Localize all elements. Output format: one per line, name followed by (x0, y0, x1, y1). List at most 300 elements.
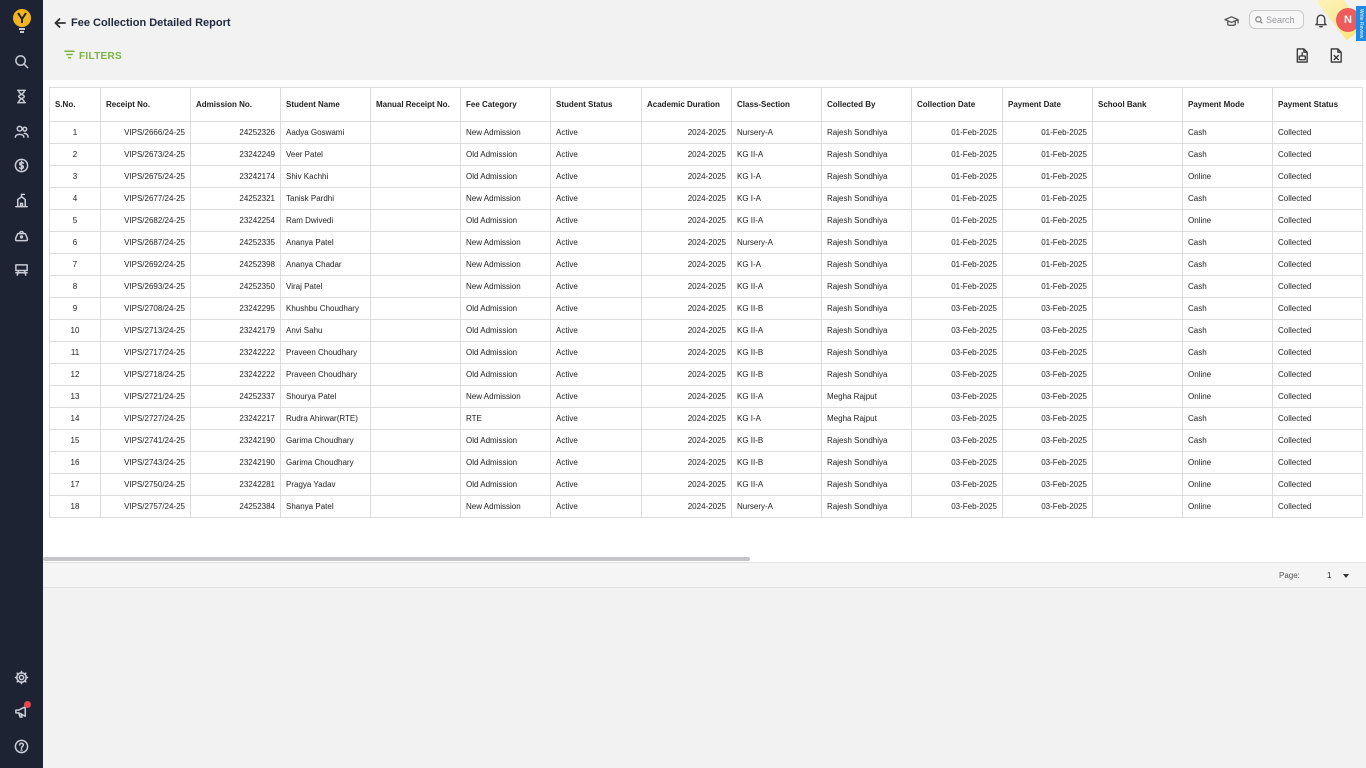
write-review-tab[interactable]: Write Review (1356, 6, 1366, 41)
col-fee-category-cell: Old Admission (461, 210, 551, 232)
col-payment-date-cell: 03-Feb-2025 (1003, 386, 1093, 408)
col-collection-date-cell: 03-Feb-2025 (912, 474, 1003, 496)
col-manual-receipt-no-cell (371, 320, 461, 342)
col-collection-date-cell: 01-Feb-2025 (912, 232, 1003, 254)
col-collected-by-cell: Megha Rajput (822, 386, 912, 408)
col-fee-category-cell: Old Admission (461, 452, 551, 474)
col-payment-status-cell: Collected (1273, 408, 1363, 430)
col-payment-date-cell: 03-Feb-2025 (1003, 452, 1093, 474)
col-payment-status-cell: Collected (1273, 144, 1363, 166)
col-collection-date-cell: 01-Feb-2025 (912, 188, 1003, 210)
table-row[interactable] (50, 496, 1363, 518)
col-receipt-no-cell: VIPS/2692/24-25 (101, 254, 191, 276)
col-academic-duration-cell: 2024-2025 (642, 298, 732, 320)
col-sno-cell: 4 (50, 188, 101, 210)
col-academic-duration-header[interactable]: Academic Duration (642, 88, 732, 122)
export-xls-icon[interactable] (1329, 48, 1343, 63)
table-row[interactable] (50, 122, 1363, 144)
col-fee-category-cell: Old Admission (461, 144, 551, 166)
col-student-status-cell: Active (551, 342, 642, 364)
col-fee-category-cell: Old Admission (461, 320, 551, 342)
col-admission-no-cell: 23242281 (191, 474, 281, 496)
col-manual-receipt-no-header[interactable]: Manual Receipt No. (371, 88, 461, 122)
col-student-name-cell: Aadya Goswami (281, 122, 371, 144)
col-payment-status-cell: Collected (1273, 188, 1363, 210)
col-academic-duration-cell: 2024-2025 (642, 452, 732, 474)
col-collection-date-cell: 01-Feb-2025 (912, 276, 1003, 298)
col-admission-no-cell: 23242217 (191, 408, 281, 430)
col-admission-no-cell: 23242249 (191, 144, 281, 166)
col-student-name-cell: Shiv Kachhi (281, 166, 371, 188)
col-school-bank-cell (1093, 232, 1183, 254)
col-student-status-cell: Active (551, 144, 642, 166)
filters-button[interactable] (64, 49, 122, 63)
col-academic-duration-cell: 2024-2025 (642, 188, 732, 210)
report-grid[interactable] (49, 87, 1366, 549)
avatar[interactable]: N (1336, 8, 1360, 32)
col-academic-duration-cell: 2024-2025 (642, 276, 732, 298)
col-fee-category-cell: New Admission (461, 232, 551, 254)
col-class-section-cell: KG II-A (732, 474, 822, 496)
col-academic-duration-cell: 2024-2025 (642, 144, 732, 166)
col-sno-header[interactable]: S.No. (50, 88, 101, 122)
search-input[interactable] (1266, 15, 1304, 25)
col-school-bank-cell (1093, 496, 1183, 518)
col-student-status-cell: Active (551, 364, 642, 386)
col-class-section-cell: KG II-B (732, 430, 822, 452)
col-academic-duration-cell: 2024-2025 (642, 364, 732, 386)
col-collected-by-cell: Rajesh Sondhiya (822, 254, 912, 276)
col-receipt-no-cell: VIPS/2677/24-25 (101, 188, 191, 210)
col-student-name-cell: Shanya Patel (281, 496, 371, 518)
col-school-bank-cell (1093, 364, 1183, 386)
col-payment-status-cell: Collected (1273, 430, 1363, 452)
col-student-name-cell: Garima Choudhary (281, 452, 371, 474)
col-academic-duration-cell: 2024-2025 (642, 254, 732, 276)
hourglass-icon[interactable] (11, 86, 31, 106)
col-manual-receipt-no-cell (371, 232, 461, 254)
col-student-name-cell: Tanisk Pardhi (281, 188, 371, 210)
col-payment-status-cell: Collected (1273, 364, 1363, 386)
col-school-bank-cell (1093, 342, 1183, 364)
col-payment-mode-cell: Online (1183, 386, 1273, 408)
col-fee-category-cell: Old Admission (461, 364, 551, 386)
col-fee-category-cell: New Admission (461, 254, 551, 276)
notification-badge (24, 701, 31, 708)
table-row[interactable] (50, 452, 1363, 474)
col-academic-duration-cell: 2024-2025 (642, 232, 732, 254)
col-fee-category-cell: Old Admission (461, 474, 551, 496)
horizontal-scrollbar[interactable] (43, 557, 750, 561)
back-arrow-icon[interactable] (53, 16, 67, 30)
col-payment-date-cell: 01-Feb-2025 (1003, 210, 1093, 232)
col-academic-duration-cell: 2024-2025 (642, 342, 732, 364)
col-collection-date-cell: 03-Feb-2025 (912, 342, 1003, 364)
col-payment-status-cell: Collected (1273, 210, 1363, 232)
col-collected-by-cell: Rajesh Sondhiya (822, 210, 912, 232)
col-class-section-cell: KG II-B (732, 298, 822, 320)
col-manual-receipt-no-cell (371, 364, 461, 386)
app-logo[interactable] (9, 6, 34, 36)
col-fee-category-header[interactable]: Fee Category (461, 88, 551, 122)
page-title: Fee Collection Detailed Report (71, 17, 231, 29)
col-payment-date-cell: 01-Feb-2025 (1003, 166, 1093, 188)
table-row[interactable] (50, 144, 1363, 166)
search-icon[interactable] (11, 51, 31, 71)
col-admission-no-cell: 23242190 (191, 452, 281, 474)
col-school-bank-cell (1093, 386, 1183, 408)
col-school-bank-cell (1093, 276, 1183, 298)
table-row[interactable] (50, 408, 1363, 430)
col-collected-by-cell: Rajesh Sondhiya (822, 364, 912, 386)
col-receipt-no-cell: VIPS/2727/24-25 (101, 408, 191, 430)
col-class-section-cell: KG I-A (732, 188, 822, 210)
col-admission-no-cell: 23242190 (191, 430, 281, 452)
col-sno-cell: 7 (50, 254, 101, 276)
col-class-section-cell: KG I-A (732, 408, 822, 430)
col-manual-receipt-no-cell (371, 342, 461, 364)
col-academic-duration-cell: 2024-2025 (642, 408, 732, 430)
col-student-name-cell: Ananya Patel (281, 232, 371, 254)
col-receipt-no-cell: VIPS/2717/24-25 (101, 342, 191, 364)
col-payment-status-cell: Collected (1273, 496, 1363, 518)
col-school-bank-cell (1093, 144, 1183, 166)
col-school-bank-cell (1093, 474, 1183, 496)
col-school-bank-cell (1093, 210, 1183, 232)
col-admission-no-cell: 24252326 (191, 122, 281, 144)
col-fee-category-cell: New Admission (461, 496, 551, 518)
col-receipt-no-cell: VIPS/2718/24-25 (101, 364, 191, 386)
col-payment-date-cell: 03-Feb-2025 (1003, 364, 1093, 386)
col-payment-status-header[interactable]: Payment Status (1273, 88, 1363, 122)
col-receipt-no-cell: VIPS/2682/24-25 (101, 210, 191, 232)
col-sno-cell: 12 (50, 364, 101, 386)
col-academic-duration-cell: 2024-2025 (642, 166, 732, 188)
col-sno-cell: 14 (50, 408, 101, 430)
col-class-section-cell: KG II-A (732, 210, 822, 232)
col-fee-category-cell: New Admission (461, 386, 551, 408)
table-row[interactable] (50, 232, 1363, 254)
col-collection-date-header[interactable]: Collection Date (912, 88, 1003, 122)
table-row[interactable] (50, 474, 1363, 496)
col-student-name-cell: Pragya Yadav (281, 474, 371, 496)
building-icon[interactable] (11, 190, 31, 210)
col-class-section-cell: KG I-A (732, 254, 822, 276)
dollar-icon[interactable] (11, 155, 31, 175)
col-admission-no-cell: 24252398 (191, 254, 281, 276)
col-payment-date-cell: 03-Feb-2025 (1003, 496, 1093, 518)
col-sno-cell: 11 (50, 342, 101, 364)
col-student-status-cell: Active (551, 408, 642, 430)
col-fee-category-cell: Old Admission (461, 298, 551, 320)
col-sno-cell: 9 (50, 298, 101, 320)
col-payment-mode-cell: Online (1183, 364, 1273, 386)
col-student-status-header[interactable]: Student Status (551, 88, 642, 122)
col-student-name-header[interactable]: Student Name (281, 88, 371, 122)
col-payment-mode-cell: Cash (1183, 430, 1273, 452)
col-payment-status-cell: Collected (1273, 386, 1363, 408)
col-manual-receipt-no-cell (371, 166, 461, 188)
col-admission-no-header[interactable]: Admission No. (191, 88, 281, 122)
col-payment-mode-cell: Cash (1183, 254, 1273, 276)
col-manual-receipt-no-cell (371, 430, 461, 452)
col-student-status-cell: Active (551, 474, 642, 496)
bag-icon[interactable] (11, 225, 31, 245)
col-sno-cell: 6 (50, 232, 101, 254)
col-payment-status-cell: Collected (1273, 342, 1363, 364)
col-student-status-cell: Active (551, 210, 642, 232)
fee-collection-table (49, 87, 1363, 518)
col-fee-category-cell: New Admission (461, 276, 551, 298)
col-student-status-cell: Active (551, 386, 642, 408)
col-collected-by-cell: Rajesh Sondhiya (822, 188, 912, 210)
col-manual-receipt-no-cell (371, 298, 461, 320)
col-payment-date-cell: 03-Feb-2025 (1003, 342, 1093, 364)
col-payment-date-cell: 01-Feb-2025 (1003, 232, 1093, 254)
col-payment-mode-cell: Online (1183, 474, 1273, 496)
table-row[interactable] (50, 430, 1363, 452)
col-collection-date-cell: 01-Feb-2025 (912, 254, 1003, 276)
col-payment-date-header[interactable]: Payment Date (1003, 88, 1093, 122)
table-row[interactable] (50, 364, 1363, 386)
col-manual-receipt-no-cell (371, 474, 461, 496)
col-sno-cell: 18 (50, 496, 101, 518)
col-receipt-no-cell: VIPS/2673/24-25 (101, 144, 191, 166)
col-manual-receipt-no-cell (371, 496, 461, 518)
col-payment-status-cell: Collected (1273, 452, 1363, 474)
col-sno-cell: 8 (50, 276, 101, 298)
col-fee-category-cell: Old Admission (461, 342, 551, 364)
users-icon[interactable] (11, 121, 31, 141)
col-sno-cell: 17 (50, 474, 101, 496)
col-student-name-cell: Ananya Chadar (281, 254, 371, 276)
col-payment-date-cell: 03-Feb-2025 (1003, 298, 1093, 320)
col-payment-status-cell: Collected (1273, 254, 1363, 276)
col-receipt-no-cell: VIPS/2750/24-25 (101, 474, 191, 496)
col-admission-no-cell: 24252384 (191, 496, 281, 518)
col-fee-category-cell: New Admission (461, 188, 551, 210)
col-sno-cell: 10 (50, 320, 101, 342)
col-student-name-cell: Praveen Choudhary (281, 342, 371, 364)
col-collection-date-cell: 01-Feb-2025 (912, 144, 1003, 166)
col-collected-by-cell: Rajesh Sondhiya (822, 496, 912, 518)
col-payment-date-cell: 01-Feb-2025 (1003, 122, 1093, 144)
col-academic-duration-cell: 2024-2025 (642, 122, 732, 144)
col-collection-date-cell: 03-Feb-2025 (912, 298, 1003, 320)
table-row[interactable] (50, 188, 1363, 210)
col-student-name-cell: Rudra Ahirwar(RTE) (281, 408, 371, 430)
col-payment-mode-cell: Cash (1183, 298, 1273, 320)
top-bar (43, 0, 1366, 80)
table-row[interactable] (50, 276, 1363, 298)
table-row[interactable] (50, 342, 1363, 364)
col-admission-no-cell: 23242254 (191, 210, 281, 232)
table-row[interactable] (50, 254, 1363, 276)
col-collected-by-cell: Rajesh Sondhiya (822, 232, 912, 254)
col-payment-date-cell: 03-Feb-2025 (1003, 430, 1093, 452)
col-academic-duration-cell: 2024-2025 (642, 496, 732, 518)
col-student-name-cell: Praveen Choudhary (281, 364, 371, 386)
col-payment-date-cell: 03-Feb-2025 (1003, 474, 1093, 496)
col-school-bank-cell (1093, 254, 1183, 276)
col-admission-no-cell: 23242179 (191, 320, 281, 342)
col-student-name-cell: Viraj Patel (281, 276, 371, 298)
col-manual-receipt-no-cell (371, 188, 461, 210)
col-collection-date-cell: 03-Feb-2025 (912, 452, 1003, 474)
col-fee-category-cell: New Admission (461, 122, 551, 144)
col-academic-duration-cell: 2024-2025 (642, 210, 732, 232)
col-class-section-header[interactable]: Class-Section (732, 88, 822, 122)
col-sno-cell: 16 (50, 452, 101, 474)
col-collection-date-cell: 01-Feb-2025 (912, 210, 1003, 232)
col-student-name-cell: Shourya Patel (281, 386, 371, 408)
col-admission-no-cell: 24252335 (191, 232, 281, 254)
col-payment-status-cell: Collected (1273, 232, 1363, 254)
col-payment-mode-cell: Cash (1183, 276, 1273, 298)
col-payment-date-cell: 01-Feb-2025 (1003, 254, 1093, 276)
col-student-status-cell: Active (551, 496, 642, 518)
filter-icon (64, 49, 75, 63)
col-receipt-no-cell: VIPS/2687/24-25 (101, 232, 191, 254)
col-manual-receipt-no-cell (371, 276, 461, 298)
col-class-section-cell: KG II-B (732, 452, 822, 474)
col-payment-status-cell: Collected (1273, 122, 1363, 144)
search-icon (1255, 11, 1263, 29)
col-school-bank-cell (1093, 298, 1183, 320)
col-collected-by-cell: Rajesh Sondhiya (822, 320, 912, 342)
col-manual-receipt-no-cell (371, 386, 461, 408)
col-payment-mode-cell: Cash (1183, 232, 1273, 254)
col-class-section-cell: Nursery-A (732, 232, 822, 254)
table-row[interactable] (50, 166, 1363, 188)
col-student-name-cell: Ram Dwivedi (281, 210, 371, 232)
col-collection-date-cell: 01-Feb-2025 (912, 166, 1003, 188)
col-manual-receipt-no-cell (371, 254, 461, 276)
col-payment-status-cell: Collected (1273, 298, 1363, 320)
col-school-bank-header[interactable]: School Bank (1093, 88, 1183, 122)
col-admission-no-cell: 24252321 (191, 188, 281, 210)
col-school-bank-cell (1093, 430, 1183, 452)
graduation-cap-icon[interactable] (1224, 14, 1239, 29)
table-row[interactable] (50, 298, 1363, 320)
col-class-section-cell: Nursery-A (732, 496, 822, 518)
col-receipt-no-cell: VIPS/2741/24-25 (101, 430, 191, 452)
table-row[interactable] (50, 320, 1363, 342)
col-payment-mode-cell: Cash (1183, 342, 1273, 364)
col-collected-by-cell: Rajesh Sondhiya (822, 474, 912, 496)
col-academic-duration-cell: 2024-2025 (642, 320, 732, 342)
col-student-status-cell: Active (551, 232, 642, 254)
col-sno-cell: 13 (50, 386, 101, 408)
col-payment-mode-cell: Online (1183, 496, 1273, 518)
col-class-section-cell: KG I-A (732, 166, 822, 188)
col-payment-date-cell: 01-Feb-2025 (1003, 276, 1093, 298)
col-payment-mode-cell: Cash (1183, 122, 1273, 144)
col-receipt-no-cell: VIPS/2757/24-25 (101, 496, 191, 518)
col-collected-by-header[interactable]: Collected By (822, 88, 912, 122)
col-collection-date-cell: 03-Feb-2025 (912, 408, 1003, 430)
col-student-status-cell: Active (551, 298, 642, 320)
col-payment-status-cell: Collected (1273, 276, 1363, 298)
search-field[interactable] (1249, 10, 1304, 29)
page-select-value: 1 (1327, 571, 1332, 580)
report-grid-panel (43, 80, 1366, 588)
col-school-bank-cell (1093, 408, 1183, 430)
col-student-status-cell: Active (551, 276, 642, 298)
col-student-status-cell: Active (551, 320, 642, 342)
col-payment-mode-cell: Online (1183, 452, 1273, 474)
col-school-bank-cell (1093, 122, 1183, 144)
col-payment-mode-cell: Online (1183, 210, 1273, 232)
page-label: Page: (1279, 571, 1300, 580)
col-manual-receipt-no-cell (371, 144, 461, 166)
col-fee-category-cell: Old Admission (461, 166, 551, 188)
col-student-name-cell: Veer Patel (281, 144, 371, 166)
col-academic-duration-cell: 2024-2025 (642, 430, 732, 452)
col-class-section-cell: KG II-B (732, 342, 822, 364)
table-row[interactable] (50, 386, 1363, 408)
col-payment-date-cell: 03-Feb-2025 (1003, 408, 1093, 430)
col-admission-no-cell: 24252350 (191, 276, 281, 298)
col-collection-date-cell: 03-Feb-2025 (912, 496, 1003, 518)
col-student-status-cell: Active (551, 122, 642, 144)
col-manual-receipt-no-cell (371, 408, 461, 430)
col-manual-receipt-no-cell (371, 122, 461, 144)
col-receipt-no-cell: VIPS/2708/24-25 (101, 298, 191, 320)
sidebar (0, 0, 43, 768)
col-fee-category-cell: RTE (461, 408, 551, 430)
col-collected-by-cell: Rajesh Sondhiya (822, 122, 912, 144)
table-header-row (50, 88, 1363, 122)
col-fee-category-cell: Old Admission (461, 430, 551, 452)
col-collected-by-cell: Rajesh Sondhiya (822, 452, 912, 474)
table-row[interactable] (50, 210, 1363, 232)
col-payment-date-cell: 01-Feb-2025 (1003, 188, 1093, 210)
help-icon[interactable] (11, 736, 31, 756)
col-receipt-no-cell: VIPS/2675/24-25 (101, 166, 191, 188)
col-receipt-no-header[interactable]: Receipt No. (101, 88, 191, 122)
page-select[interactable] (1327, 571, 1349, 580)
col-payment-mode-cell: Cash (1183, 408, 1273, 430)
col-academic-duration-cell: 2024-2025 (642, 386, 732, 408)
col-payment-mode-cell: Cash (1183, 320, 1273, 342)
col-receipt-no-cell: VIPS/2666/24-25 (101, 122, 191, 144)
col-class-section-cell: KG II-A (732, 276, 822, 298)
col-student-status-cell: Active (551, 254, 642, 276)
export-csv-icon[interactable] (1295, 48, 1309, 63)
col-admission-no-cell: 23242222 (191, 364, 281, 386)
col-receipt-no-cell: VIPS/2693/24-25 (101, 276, 191, 298)
col-payment-mode-header[interactable]: Payment Mode (1183, 88, 1273, 122)
col-collected-by-cell: Rajesh Sondhiya (822, 166, 912, 188)
col-admission-no-cell: 24252337 (191, 386, 281, 408)
col-payment-date-cell: 01-Feb-2025 (1003, 144, 1093, 166)
col-student-status-cell: Active (551, 166, 642, 188)
col-payment-status-cell: Collected (1273, 320, 1363, 342)
col-class-section-cell: KG II-A (732, 386, 822, 408)
col-manual-receipt-no-cell (371, 452, 461, 474)
classroom-icon[interactable] (11, 259, 31, 279)
col-collected-by-cell: Rajesh Sondhiya (822, 342, 912, 364)
col-collected-by-cell: Rajesh Sondhiya (822, 276, 912, 298)
col-payment-mode-cell: Cash (1183, 188, 1273, 210)
col-student-name-cell: Garima Choudhary (281, 430, 371, 452)
settings-icon[interactable] (11, 667, 31, 687)
col-receipt-no-cell: VIPS/2713/24-25 (101, 320, 191, 342)
col-receipt-no-cell: VIPS/2721/24-25 (101, 386, 191, 408)
col-collected-by-cell: Megha Rajput (822, 408, 912, 430)
col-payment-date-cell: 03-Feb-2025 (1003, 320, 1093, 342)
